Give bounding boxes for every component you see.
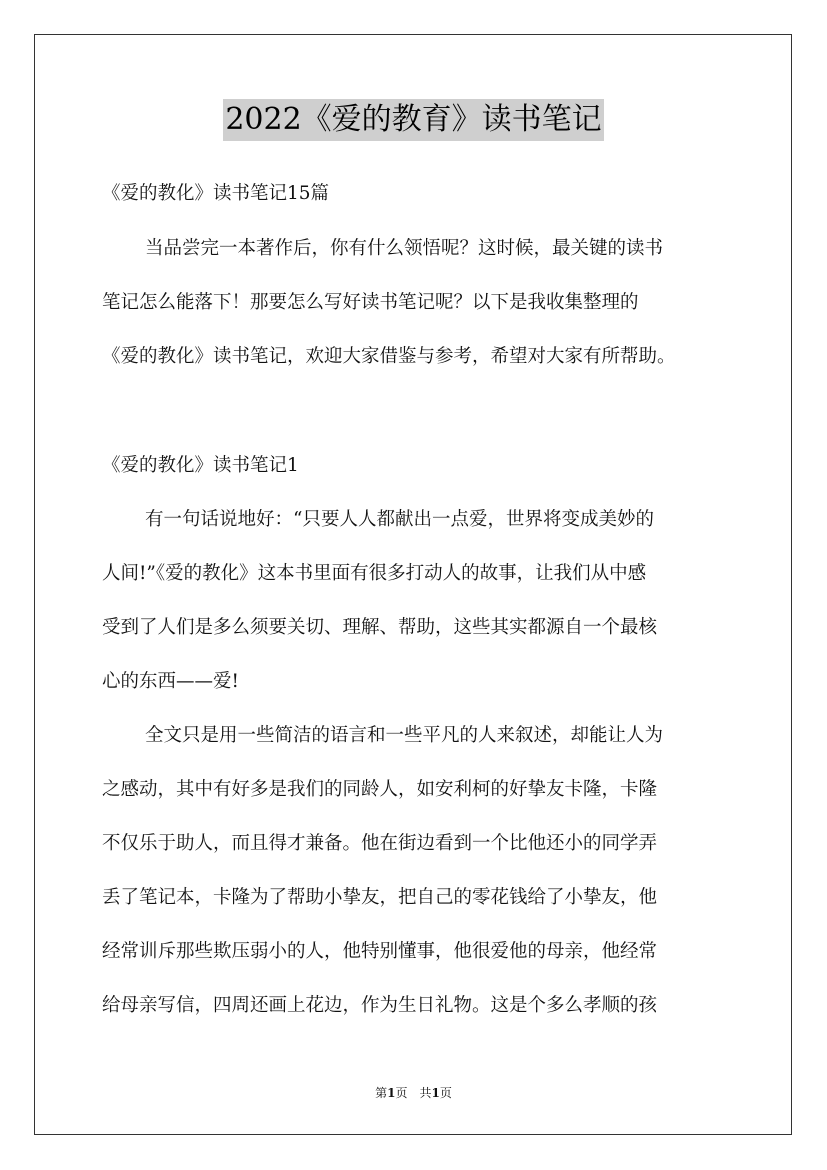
intro-line-1: 当品尝完一本著作后，你有什么领悟呢？这时候，最关键的读书 [145,238,664,259]
footer-mid: 页 共 [395,1086,432,1100]
para1-line-1: 有一句话说地好：“只要人人都献出一点爱，世界将变成美妙的 [145,509,654,530]
para1-line-2: 人间!”《爱的教化》这本书里面有很多打动人的故事，让我们从中感 [102,563,647,584]
footer-page-number: 1 [387,1086,396,1100]
para2-line-2: 之感动，其中有好多是我们的同龄人，如安利柯的好挚友卡隆，卡隆 [102,779,658,800]
document-subtitle: 《爱的教化》读书笔记15篇 [102,183,330,204]
para1-line-4: 心的东西——爱! [102,671,239,692]
intro-line-2: 笔记怎么能落下！那要怎么写好读书笔记呢？以下是我收集整理的 [102,292,639,313]
section-heading: 《爱的教化》读书笔记1 [102,455,299,476]
para2-line-3: 不仅乐于助人，而且得才兼备。他在街边看到一个比他还小的同学弄 [102,833,658,854]
para2-line-6: 给母亲写信，四周还画上花边，作为生日礼物。这是个多么孝顺的孩 [102,995,658,1016]
footer-page-total: 1 [431,1086,440,1100]
para1-line-3: 受到了人们是多么须要关切、理解、帮助，这些其实都源自一个最核 [102,617,658,638]
para2-line-4: 丢了笔记本，卡隆为了帮助小挚友，把自己的零花钱给了小挚友，他 [102,887,658,908]
document-title: 2022《爱的教育》读书笔记 [223,99,603,141]
intro-line-3: 《爱的教化》读书笔记，欢迎大家借鉴与参考，希望对大家有所帮助。 [102,346,676,367]
footer-suffix: 页 [439,1086,452,1100]
title-container [0,99,827,141]
para2-line-5: 经常训斥那些欺压弱小的人，他特别懂事，他很爱他的母亲，他经常 [102,941,658,962]
page-footer [0,1084,827,1101]
para2-line-1: 全文只是用一些简洁的语言和一些平凡的人来叙述，却能让人为 [145,725,664,746]
footer-prefix: 第 [375,1086,388,1100]
